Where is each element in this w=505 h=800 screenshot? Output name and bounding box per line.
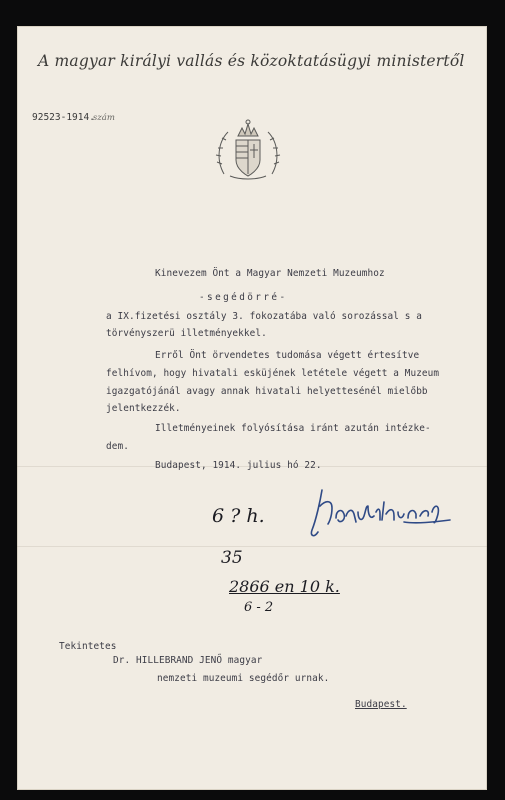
reference-number	[32, 112, 115, 123]
body-line: Kinevezem Önt a Magyar Nemzeti Muzeumhoz	[155, 268, 385, 279]
body-line: -segédörré-	[199, 292, 288, 303]
signature-icon	[306, 482, 454, 542]
addressee-name: Dr. HILLEBRAND JENŐ magyar	[113, 655, 263, 666]
body-line: Illetményeinek folyósítása iránt azután intézke-	[155, 423, 431, 434]
body-line: a IX.fizetési osztály 3. fokozatába való sorozással s a	[106, 311, 422, 322]
body-line: jelentkezzék.	[106, 403, 181, 414]
reference-suffix: szám	[92, 113, 115, 123]
fold-crease	[17, 546, 487, 547]
body-line: dem.	[106, 441, 129, 452]
addressee-city: Budapest.	[355, 699, 407, 710]
body-line: igazgatójánál avagy annak hivatali helyettesénél mielőbb	[106, 386, 428, 397]
handwritten-initials: 6 ? h.	[212, 505, 265, 527]
handwritten-number: 35	[221, 548, 243, 568]
body-line: felhívom, hogy hivatali esküjének letétele végett a Muzeum	[106, 368, 440, 379]
handwritten-amount: 2866 en 10 k.	[229, 577, 340, 596]
salutation: Tekintetes	[59, 641, 117, 652]
handwritten-amount: 6 - 2	[244, 600, 274, 615]
letterhead: A magyar királyi vallás és közoktatásügyi ministertől	[38, 52, 465, 70]
body-line: Erről Önt örvendetes tudomása végett értesítve	[155, 350, 420, 361]
reference-number-value: 92523-1914.	[32, 112, 95, 123]
date-line: Budapest, 1914. julius hó 22.	[155, 460, 322, 471]
addressee-title: nemzeti muzeumi segédőr urnak.	[157, 673, 330, 684]
body-line: törvényszerü illetményekkel.	[106, 328, 267, 339]
coat-of-arms-icon	[214, 114, 282, 182]
